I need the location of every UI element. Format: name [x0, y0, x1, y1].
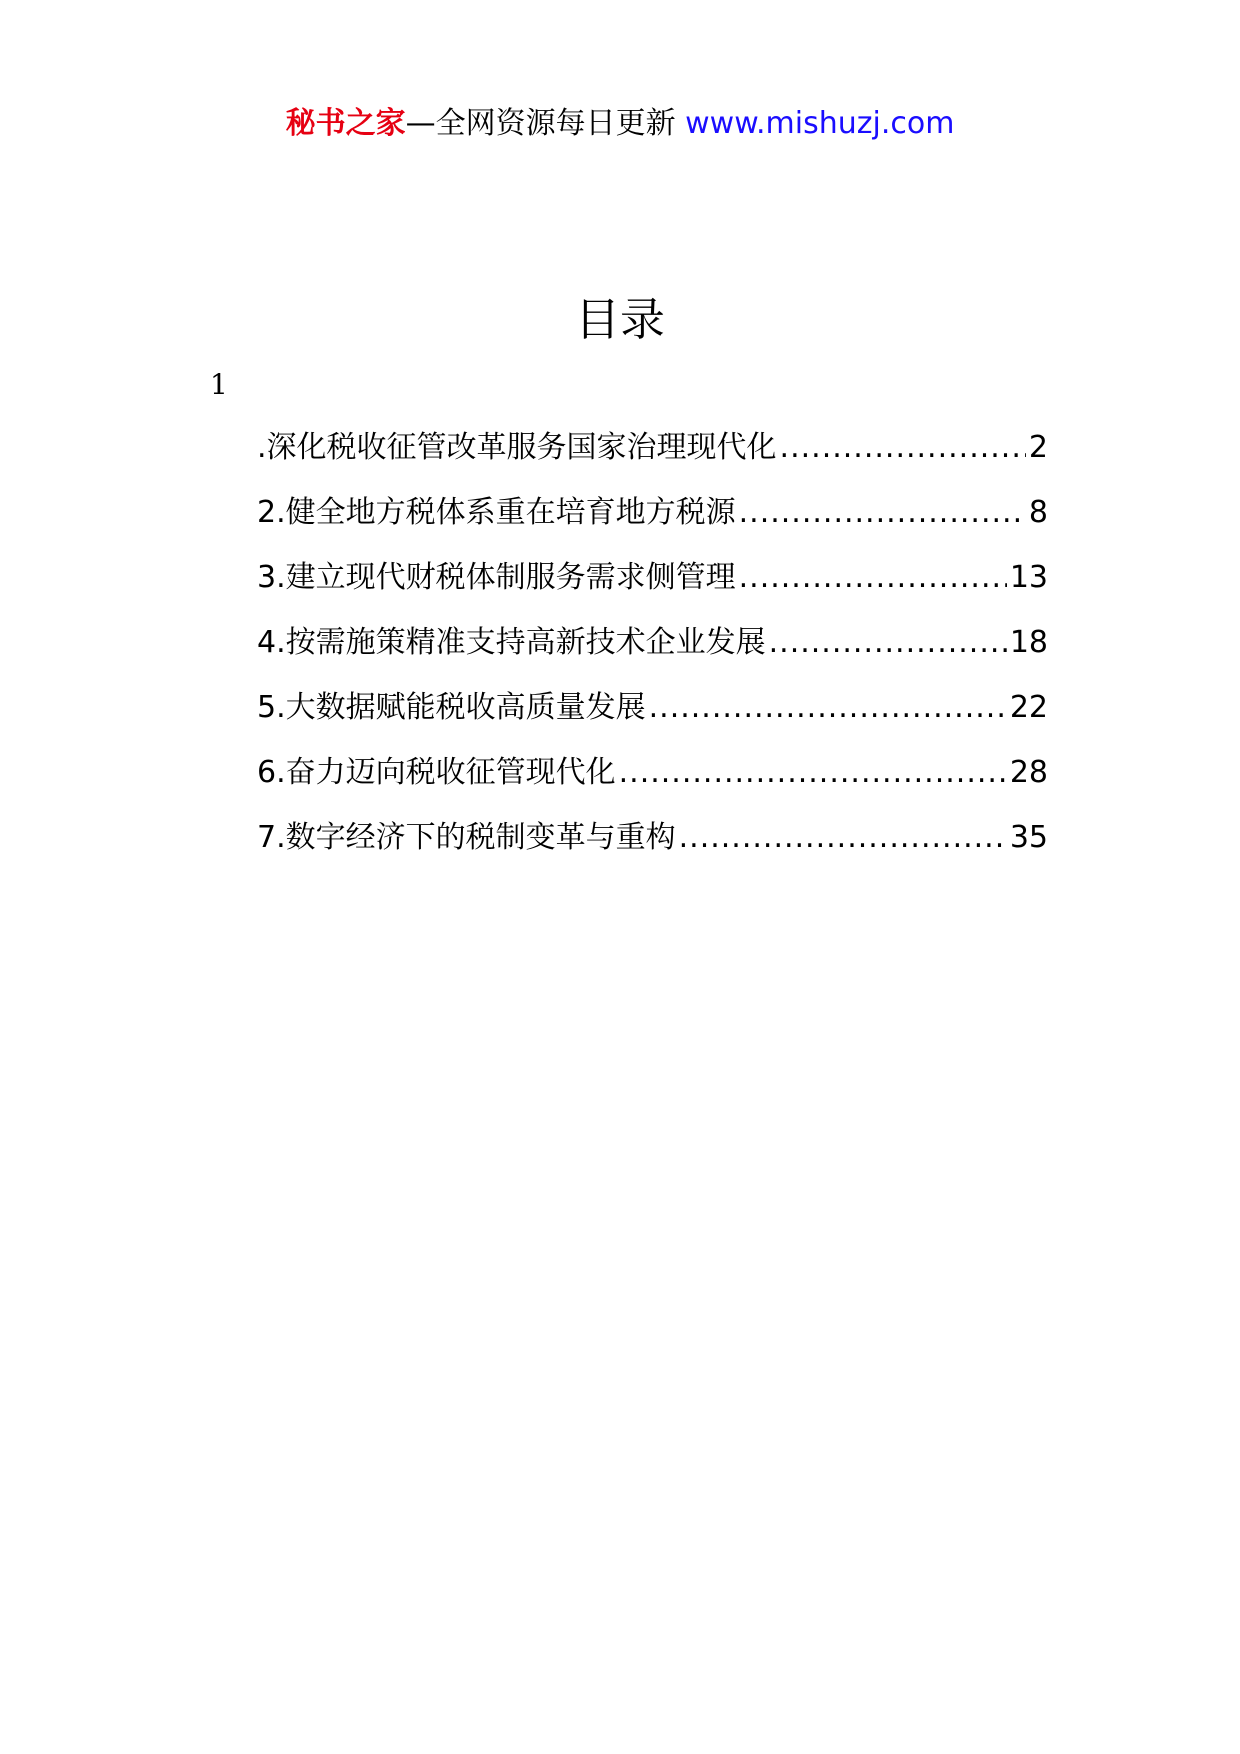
toc-entry-title: .深化税收征管改革服务国家治理现代化 [257, 430, 777, 465]
toc-entry[interactable] [257, 753, 1048, 818]
toc-page-number: 22 [1009, 690, 1048, 725]
toc-entry-title: 7.数字经济下的税制变革与重构 [257, 820, 676, 855]
toc-entry[interactable] [257, 428, 1048, 493]
toc-list [257, 428, 1048, 883]
brand-name: 秘书之家 [285, 106, 406, 141]
toc-dot-leader [649, 688, 1007, 728]
toc-entry[interactable] [257, 493, 1048, 558]
toc-page-number: 18 [1009, 625, 1048, 660]
toc-dot-leader [619, 753, 1007, 793]
site-url-link[interactable]: www.mishuzj.com [685, 106, 955, 141]
toc-title: 目录 [574, 293, 665, 346]
toc-page-number: 2 [1028, 430, 1048, 465]
toc-dot-leader [739, 493, 1026, 533]
toc-entry[interactable] [257, 623, 1048, 688]
toc-dot-leader [739, 558, 1007, 598]
toc-page-number: 13 [1009, 560, 1048, 595]
toc-page-number: 28 [1009, 755, 1048, 790]
toc-dot-leader [679, 818, 1007, 858]
toc-page-number: 8 [1028, 495, 1048, 530]
page-header [0, 100, 1240, 148]
toc-entry-title: 6.奋力迈向税收征管现代化 [257, 755, 616, 790]
toc-entry-title: 2.健全地方税体系重在培育地方税源 [257, 495, 736, 530]
toc-dot-leader [769, 623, 1007, 663]
list-number-marker: 1 [210, 368, 228, 401]
toc-entry-title: 4.按需施策精准支持高新技术企业发展 [257, 625, 766, 660]
toc-entry-title: 5.大数据赋能税收高质量发展 [257, 690, 646, 725]
header-tagline: —全网资源每日更新 [405, 106, 686, 141]
toc-page-number: 35 [1009, 820, 1048, 855]
toc-entry-title: 3.建立现代财税体制服务需求侧管理 [257, 560, 736, 595]
toc-entry[interactable] [257, 558, 1048, 623]
toc-entry[interactable] [257, 818, 1048, 883]
toc-entry[interactable] [257, 688, 1048, 753]
toc-dot-leader [780, 428, 1026, 468]
